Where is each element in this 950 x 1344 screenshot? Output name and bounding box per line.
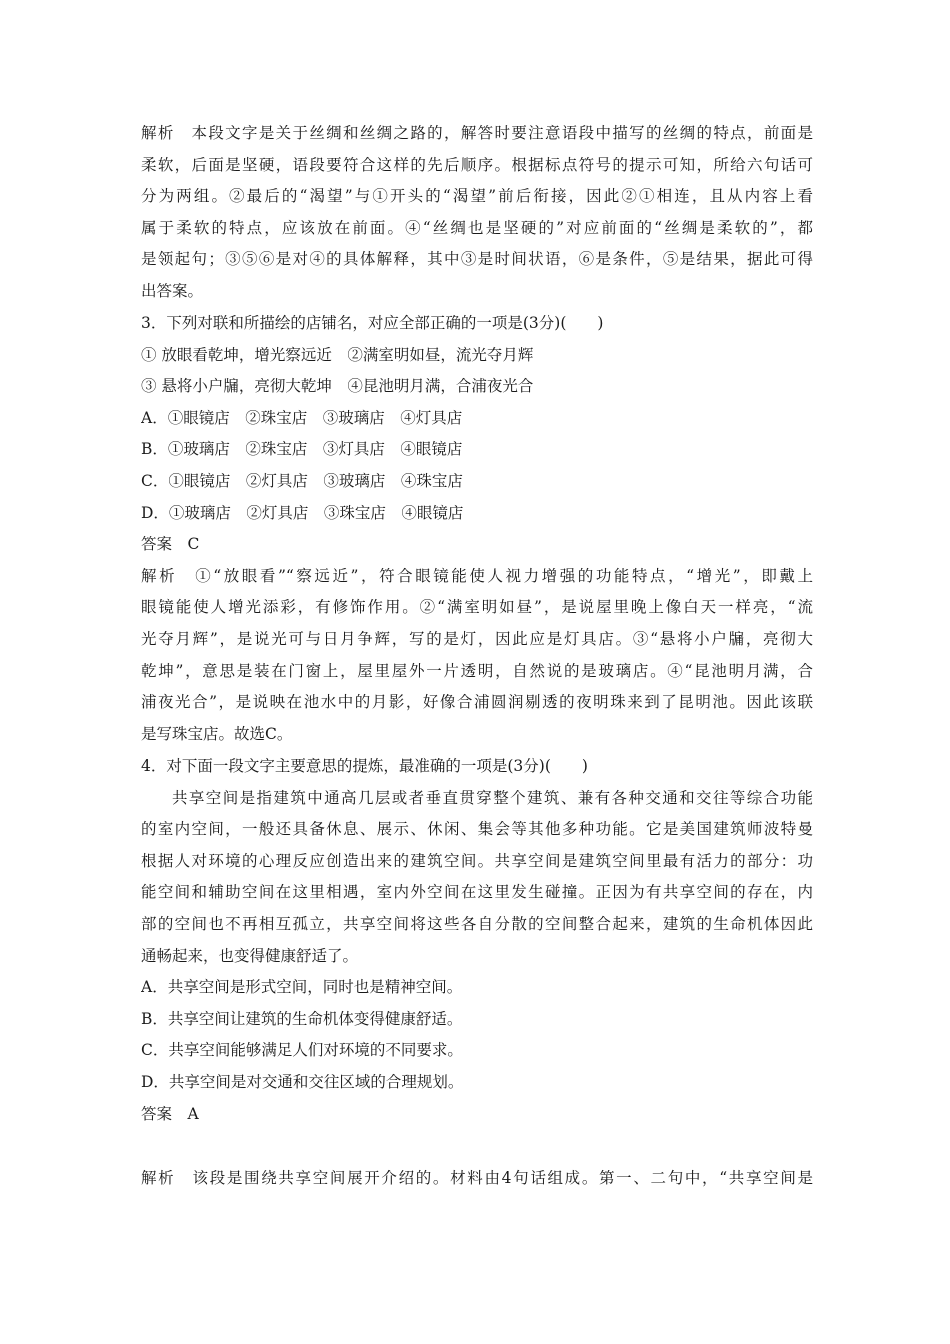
- text-line: 解析 该段是围绕共享空间展开介绍的。材料由4句话组成。第一、二句中，“共享空间是: [141, 1169, 813, 1187]
- text-line: 浦夜光合”，是说映在池水中的月影，好像合浦圆润剔透的夜明珠来到了昆明池。因此该联: [141, 693, 813, 712]
- question-4: [141, 751, 813, 1130]
- text-line: 是写珠宝店。故选C。: [141, 724, 293, 743]
- answer: 答案 A: [141, 1104, 199, 1123]
- couplet-line: ③ 悬将小户牖，亮彻大乾坤 ④昆池明月满，合浦夜光合: [141, 377, 534, 396]
- answer: 答案 C: [141, 535, 200, 554]
- option-a: A．共享空间是形式空间，同时也是精神空间。: [141, 978, 463, 997]
- option-b: B．①玻璃店 ②珠宝店 ③灯具店 ④眼镜店: [141, 440, 463, 459]
- option-d: D．共享空间是对交通和交往区域的合理规划。: [141, 1072, 464, 1091]
- option-c: C．共享空间能够满足人们对环境的不同要求。: [141, 1041, 463, 1060]
- option-c: C．①眼镜店 ②灯具店 ③玻璃店 ④珠宝店: [141, 471, 463, 490]
- text-line: 是领起句；③⑤⑥是对④的具体解释，其中③是时间状语，⑥是条件，⑤是结果，据此可得: [141, 250, 813, 269]
- passage-line: 共享空间是指建筑中通高几层或者垂直贯穿整个建筑、兼有各种交通和交往等综合功能: [172, 788, 813, 807]
- text-line: 光夺月辉”，是说光可与日月争辉，写的是灯，因此应是灯具店。③“悬将小户牖，亮彻大: [141, 629, 813, 648]
- q2-explanation: [141, 118, 813, 308]
- option-a: A．①眼镜店 ②珠宝店 ③玻璃店 ④灯具店: [141, 408, 463, 427]
- text-line: 眼镜能使人增光添彩，有修饰作用。②“满室明如昼”，是说屋里晚上像白天一样亮，“流: [141, 598, 813, 617]
- text-line: 分为两组。②最后的“渴望”与①开头的“渴望”前后衔接，因此②①相连，且从内容上看: [141, 187, 813, 206]
- passage-line: 根据人对环境的心理反应创造出来的建筑空间。共享空间是建筑空间里最有活力的部分：功: [141, 851, 813, 870]
- option-d: D．①玻璃店 ②灯具店 ③珠宝店 ④眼镜店: [141, 503, 464, 522]
- question-3: [141, 308, 813, 750]
- passage-line: 能空间和辅助空间在这里相遇，室内外空间在这里发生碰撞。正因为有共享空间的存在，内: [141, 883, 813, 902]
- passage-line: 部的空间也不再相互孤立，共享空间将这些各自分散的空间整合起来，建筑的生命机体因此: [141, 914, 813, 933]
- question-stem: 3．下列对联和所描绘的店铺名，对应全部正确的一项是(3分)( ): [141, 314, 604, 332]
- question-stem: 4．对下面一段文字主要意思的提炼，最准确的一项是(3分)( ): [141, 757, 588, 775]
- text-line: 解析 ①“放眼看”“察远近”，符合眼镜能使人视力增强的功能特点，“增光”，即戴上: [141, 566, 813, 585]
- passage-line: 通畅起来，也变得健康舒适了。: [141, 946, 359, 965]
- option-b: B．共享空间让建筑的生命机体变得健康舒适。: [141, 1009, 463, 1028]
- couplet-line: ① 放眼看乾坤，增光察远近 ②满室明如昼，流光夺月辉: [141, 345, 534, 364]
- text-line: 柔软，后面是坚硬，语段要符合这样的先后顺序。根据标点符号的提示可知，所给六句话可: [141, 155, 813, 174]
- q4-explanation: [141, 1163, 813, 1195]
- passage-line: 的室内空间，一般还具备休息、展示、休闲、集会等其他多种功能。它是美国建筑师波特曼: [141, 820, 813, 839]
- text-line: 出答案。: [141, 281, 204, 300]
- text-line: 乾坤”，意思是装在门窗上，屋里屋外一片透明，自然说的是玻璃店。④“昆池明月满，合: [141, 661, 813, 680]
- text-line: 属于柔软的特点，应该放在前面。④“丝绸也是坚硬的”对应前面的“丝绸是柔软的”，都: [141, 218, 813, 237]
- text-line: 解析 本段文字是关于丝绸和丝绸之路的，解答时要注意语段中描写的丝绸的特点，前面是: [141, 124, 813, 142]
